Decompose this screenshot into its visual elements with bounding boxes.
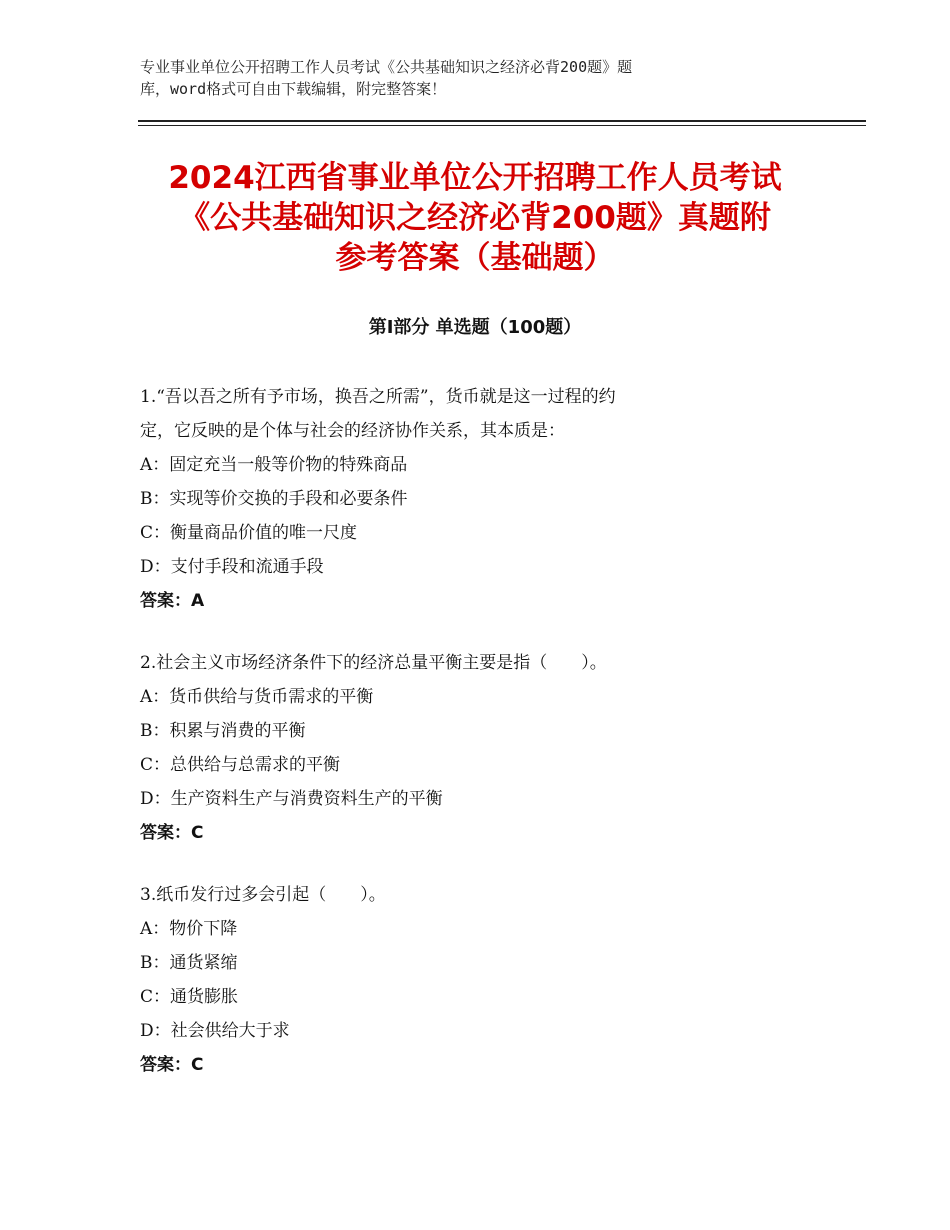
header-note-line: 专业事业单位公开招聘工作人员考试《公共基础知识之经济必背200题》题 — [140, 58, 633, 76]
answer-line: 答案：A — [140, 591, 205, 611]
section-heading: 第Ⅰ部分 单选题（100题） — [368, 317, 582, 338]
title-line: 《公共基础知识之经济必背200题》真题附 — [179, 200, 771, 236]
option-c: C：通货膨胀 — [140, 987, 239, 1007]
header-divider-thick — [138, 120, 866, 122]
question-item — [140, 380, 820, 618]
document-title — [110, 158, 840, 278]
option-c: C：总供给与总需求的平衡 — [140, 755, 341, 775]
option-d: D：社会供给大于求 — [140, 1021, 290, 1041]
question-item — [140, 878, 820, 1082]
option-b: B：通货紧缩 — [140, 953, 238, 973]
option-a: A：货币供给与货币需求的平衡 — [140, 687, 374, 707]
header-divider-thin — [138, 125, 866, 126]
option-a: A：固定充当一般等价物的特殊商品 — [140, 455, 408, 475]
title-line: 2024江西省事业单位公开招聘工作人员考试 — [168, 160, 782, 196]
option-b: B：实现等价交换的手段和必要条件 — [140, 489, 408, 509]
question-stem: 2.社会主义市场经济条件下的经济总量平衡主要是指（ ）。 — [140, 653, 607, 673]
answer-line: 答案：C — [140, 823, 204, 843]
question-stem: 定，它反映的是个体与社会的经济协作关系，其本质是： — [140, 421, 565, 441]
question-stem: 1.“吾以吾之所有予市场，换吾之所需”，货币就是这一过程的约 — [140, 387, 616, 407]
title-line: 参考答案（基础题） — [335, 240, 615, 276]
option-d: D：生产资料生产与消费资料生产的平衡 — [140, 789, 443, 809]
question-item — [140, 646, 820, 850]
header-note-line: 库，word格式可自由下载编辑，附完整答案！ — [140, 80, 447, 98]
option-c: C：衡量商品价值的唯一尺度 — [140, 523, 358, 543]
answer-line: 答案：C — [140, 1055, 204, 1075]
header-note — [140, 56, 780, 100]
option-a: A：物价下降 — [140, 919, 238, 939]
question-stem: 3.纸币发行过多会引起（ ）。 — [140, 885, 386, 905]
option-d: D：支付手段和流通手段 — [140, 557, 324, 577]
option-b: B：积累与消费的平衡 — [140, 721, 306, 741]
question-list — [140, 380, 820, 1110]
